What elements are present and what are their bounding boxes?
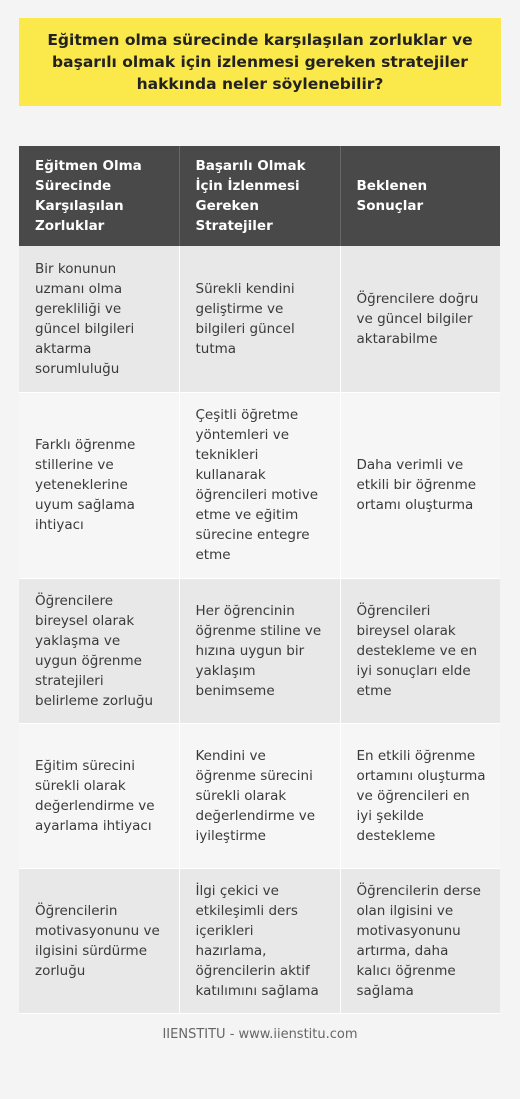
table-cell: Kendini ve öğrenme sürecini sürekli olarak değerlendirme ve iyileştirme — [179, 723, 340, 868]
table-cell: Daha verimli ve etkili bir öğrenme ortamı oluşturma — [340, 392, 500, 578]
header-challenges: Eğitmen Olma Sürecinde Karşılaşılan Zorluklar — [19, 146, 179, 246]
table-cell: Çeşitli öğretme yöntemleri ve teknikleri kullanarak öğrencileri motive etme ve eğitim sürecine entegre etme — [179, 392, 340, 578]
table-row — [19, 723, 500, 868]
header-strategies: Başarılı Olmak İçin İzlenmesi Gereken Stratejiler — [179, 146, 340, 246]
table-row — [19, 578, 500, 723]
table-cell: Öğrencilerin derse olan ilgisini ve motivasyonunu artırma, daha kalıcı öğrenme sağlama — [340, 868, 500, 1013]
question-banner — [19, 18, 501, 106]
table-header-row — [19, 146, 500, 246]
question-text: Eğitmen olma sürecinde karşılaşılan zorluklar ve başarılı olmak için izlenmesi gereken stratejiler hakkında neler söylenebilir? — [47, 31, 473, 93]
table-cell: Öğrencileri bireysel olarak destekleme ve en iyi sonuçları elde etme — [340, 578, 500, 723]
table-cell: Öğrencilere doğru ve güncel bilgiler aktarabilme — [340, 246, 500, 392]
table-cell: Farklı öğrenme stillerine ve yeteneklerine uyum sağlama ihtiyacı — [19, 392, 179, 578]
table-cell: Bir konunun uzmanı olma gerekliliği ve güncel bilgileri aktarma sorumluluğu — [19, 246, 179, 392]
table-row — [19, 246, 500, 392]
table-cell: Öğrencilerin motivasyonunu ve ilgisini sürdürme zorluğu — [19, 868, 179, 1013]
table-cell: Öğrencilere bireysel olarak yaklaşma ve uygun öğrenme stratejileri belirleme zorluğu — [19, 578, 179, 723]
header-expected-results: Beklenen Sonuçlar — [340, 146, 500, 246]
table-row — [19, 868, 500, 1013]
footer-credit: IIENSTITU - www.iienstitu.com — [162, 1027, 358, 1042]
table-cell: İlgi çekici ve etkileşimli ders içerikleri hazırlama, öğrencilerin aktif katılımını sağlama — [179, 868, 340, 1013]
table-row — [19, 392, 500, 578]
table-cell: En etkili öğrenme ortamını oluşturma ve öğrencileri en iyi şekilde destekleme — [340, 723, 500, 868]
strategy-table — [19, 146, 500, 1014]
table-cell: Sürekli kendini geliştirme ve bilgileri güncel tutma — [179, 246, 340, 392]
table-cell: Eğitim sürecini sürekli olarak değerlendirme ve ayarlama ihtiyacı — [19, 723, 179, 868]
table-cell: Her öğrencinin öğrenme stiline ve hızına uygun bir yaklaşım benimseme — [179, 578, 340, 723]
